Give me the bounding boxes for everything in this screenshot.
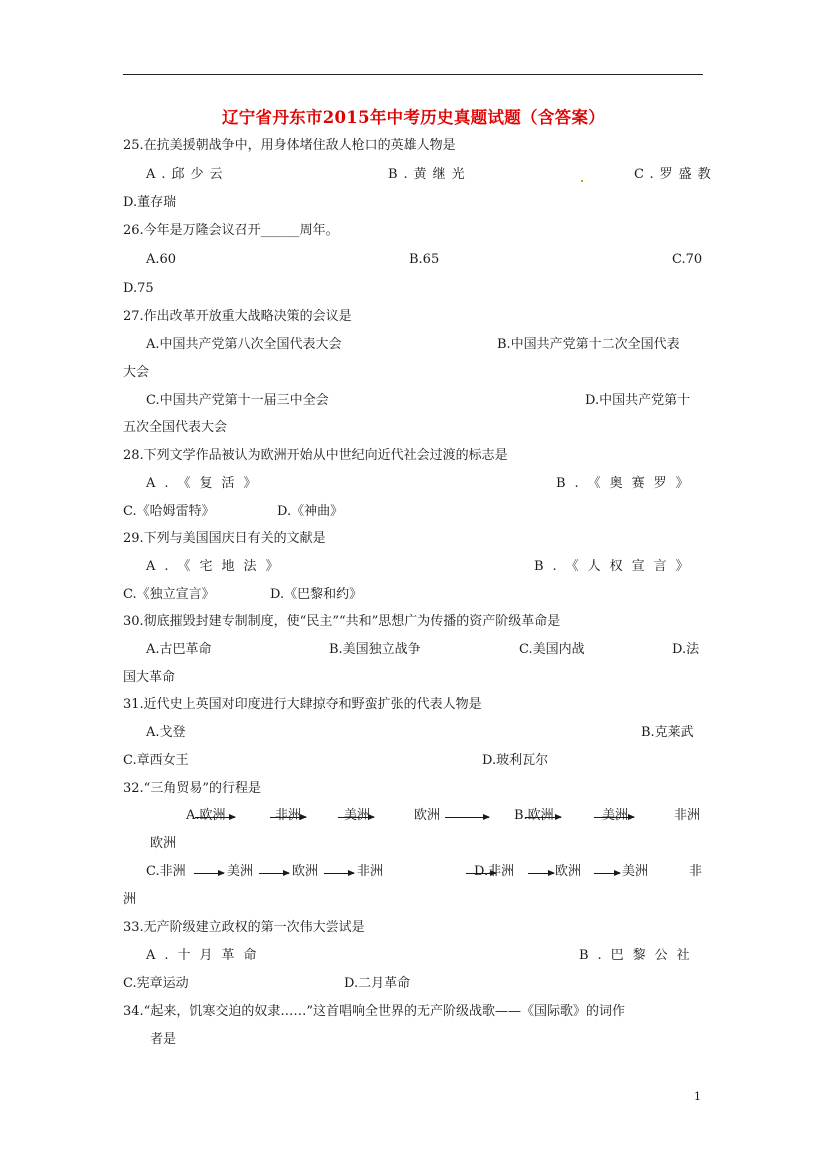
document-title: 辽宁省丹东市2015年中考历史真题试题（含答案） bbox=[221, 108, 606, 127]
question-26-option-b: B.65 bbox=[409, 252, 440, 267]
question-28-stem: 28.下列文学作品被认为欧洲开始从中世纪向近代社会过渡的标志是 bbox=[123, 448, 508, 463]
question-27-option-c: C.中国共产党第十一届三中全会 bbox=[146, 393, 329, 408]
question-26-option-a: A.60 bbox=[146, 252, 177, 267]
question-26-stem: 26.今年是万隆会议召开______周年。 bbox=[123, 223, 339, 238]
question-27-option-b-cont: 大会 bbox=[123, 365, 150, 380]
question-25-option-c: C.罗盛教 bbox=[634, 167, 717, 182]
question-30-option-b: B.美国独立战争 bbox=[329, 642, 421, 657]
option-b-place-1: B.欧洲 bbox=[514, 808, 554, 823]
arrow-icon bbox=[324, 873, 354, 874]
question-33-option-a: A.十月革命 bbox=[146, 948, 266, 963]
question-33-option-d: D.二月革命 bbox=[344, 976, 411, 991]
question-28-option-d: D.《神曲》 bbox=[277, 504, 344, 519]
arrow-icon bbox=[466, 873, 496, 874]
question-33-option-b: B.巴黎公社 bbox=[579, 948, 699, 963]
question-34-stem: 34.“起来，饥寒交迫的奴隶……”这首唱响全世界的无产阶级战歌——《国际歌》的词作 bbox=[123, 1004, 625, 1019]
arrow-icon bbox=[528, 873, 554, 874]
stray-dot bbox=[581, 180, 583, 182]
arrow-icon bbox=[445, 817, 489, 818]
option-b-place-2: 美洲 bbox=[602, 808, 629, 823]
question-25-option-a: A.邱少云 bbox=[146, 167, 229, 182]
question-33-option-c: C.宪章运动 bbox=[123, 976, 189, 991]
question-29-option-b: B.《人权宣言》 bbox=[534, 559, 698, 574]
question-31-option-b: B.克莱武 bbox=[641, 725, 694, 740]
question-26-option-d: D.75 bbox=[123, 281, 154, 296]
option-c-place-1: C.非洲 bbox=[146, 864, 186, 879]
option-a-place-2: 非洲 bbox=[275, 808, 302, 823]
question-25-option-b: B.黄继光 bbox=[388, 167, 471, 182]
option-c-place-2: 美洲 bbox=[227, 864, 254, 879]
question-29-option-a: A.《宅地法》 bbox=[146, 559, 288, 574]
option-b-place-4: 欧洲 bbox=[150, 836, 177, 851]
question-33-stem: 33.无产阶级建立政权的第一次伟大尝试是 bbox=[123, 920, 365, 935]
arrow-icon bbox=[594, 873, 620, 874]
option-d-place-4-cont: 洲 bbox=[123, 892, 137, 907]
question-34-stem-cont: 者是 bbox=[150, 1032, 177, 1047]
arrow-icon bbox=[338, 817, 374, 818]
question-26-option-c: C.70 bbox=[672, 252, 703, 267]
question-27-option-b: B.中国共产党第十二次全国代表 bbox=[497, 337, 680, 352]
arrow-icon bbox=[195, 817, 235, 818]
question-30-option-c: C.美国内战 bbox=[519, 642, 585, 657]
question-32-stem: 32.“三角贸易”的行程是 bbox=[123, 781, 261, 796]
question-29-option-d: D.《巴黎和约》 bbox=[270, 587, 363, 602]
option-d-place-3: 美洲 bbox=[622, 864, 649, 879]
option-b-place-3: 非洲 bbox=[674, 808, 701, 823]
header-rule bbox=[123, 74, 703, 75]
arrow-icon bbox=[594, 817, 634, 818]
question-25-stem: 25.在抗美援朝战争中，用身体堵住敌人枪口的英雄人物是 bbox=[123, 138, 456, 153]
arrow-icon bbox=[525, 817, 561, 818]
arrow-icon bbox=[259, 873, 289, 874]
question-28-option-c: C.《哈姆雷特》 bbox=[123, 504, 215, 519]
option-a-place-1: A.欧洲 bbox=[186, 808, 226, 823]
option-a-place-3: 美洲 bbox=[344, 808, 371, 823]
option-c-place-3: 欧洲 bbox=[292, 864, 319, 879]
question-27-option-d: D.中国共产党第十 bbox=[585, 393, 691, 408]
page-number: 1 bbox=[694, 1090, 701, 1103]
question-30-option-d: D.法 bbox=[672, 642, 700, 657]
question-30-stem: 30.彻底摧毁封建专制制度，使“民主”“共和”思想广为传播的资产阶级革命是 bbox=[123, 614, 561, 629]
question-29-stem: 29.下列与美国国庆日有关的文献是 bbox=[123, 531, 326, 546]
option-d-place-4: 非 bbox=[689, 864, 703, 879]
question-28-option-b: B.《奥赛罗》 bbox=[556, 476, 698, 491]
question-27-option-a: A.中国共产党第八次全国代表大会 bbox=[146, 337, 342, 352]
option-d-place-1: D.非洲 bbox=[474, 864, 515, 879]
question-31-option-a: A.戈登 bbox=[146, 725, 186, 740]
option-c-place-4: 非洲 bbox=[357, 864, 384, 879]
question-25-option-d: D.董存瑞 bbox=[123, 195, 177, 210]
option-a-place-4: 欧洲 bbox=[414, 808, 441, 823]
arrow-icon bbox=[270, 817, 306, 818]
question-31-option-d: D.玻利瓦尔 bbox=[482, 753, 549, 768]
question-28-option-a: A.《复活》 bbox=[146, 476, 266, 491]
question-31-stem: 31.近代史上英国对印度进行大肆掠夺和野蛮扩张的代表人物是 bbox=[123, 697, 482, 712]
question-27-option-d-cont: 五次全国代表大会 bbox=[123, 420, 228, 435]
arrow-icon bbox=[194, 873, 224, 874]
option-d-place-2: 欧洲 bbox=[555, 864, 582, 879]
question-27-stem: 27.作出改革开放重大战略决策的会议是 bbox=[123, 309, 352, 324]
question-29-option-c: C.《独立宣言》 bbox=[123, 587, 215, 602]
question-30-option-a: A.古巴革命 bbox=[146, 642, 212, 657]
question-30-option-d-cont: 国大革命 bbox=[123, 670, 176, 685]
question-31-option-c: C.章西女王 bbox=[123, 753, 189, 768]
